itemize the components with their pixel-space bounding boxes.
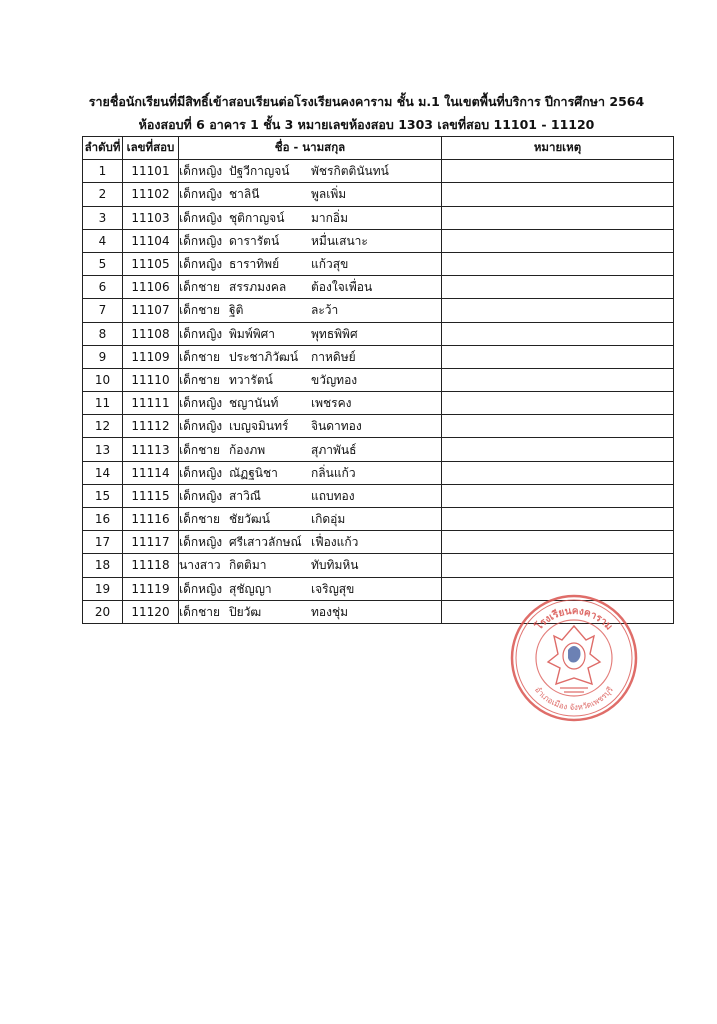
full-name-cell <box>179 438 442 461</box>
order-number-cell: 14 <box>83 461 123 484</box>
full-name-cell <box>179 577 442 600</box>
remarks-cell <box>442 183 674 206</box>
last-name: เฟื่องแก้ว <box>311 535 359 550</box>
table-row <box>83 368 674 391</box>
last-name: แถบทอง <box>311 488 355 503</box>
full-name-cell <box>179 600 442 623</box>
last-name: แก้วสุข <box>311 257 349 272</box>
last-name: เพชรคง <box>311 396 352 411</box>
last-name: เจริญสุข <box>311 581 355 596</box>
order-number-cell: 11 <box>83 392 123 415</box>
table-row <box>83 554 674 577</box>
column-header-remarks: หมายเหตุ <box>442 137 674 160</box>
order-number-cell: 7 <box>83 299 123 322</box>
order-number-cell: 8 <box>83 322 123 345</box>
first-name: ดารารัตน์ <box>229 233 280 248</box>
full-name-cell <box>179 276 442 299</box>
column-header-full-name: ชื่อ - นามสกุล <box>179 137 442 160</box>
column-header-order: ลำดับที่ <box>83 137 123 160</box>
exam-number-cell: 11118 <box>123 554 179 577</box>
order-number-cell: 20 <box>83 600 123 623</box>
exam-number-cell: 11102 <box>123 183 179 206</box>
name-title: เด็กหญิง <box>179 187 223 202</box>
remarks-cell <box>442 461 674 484</box>
first-name: ฐิติ <box>229 303 244 318</box>
last-name: หมื่นเสนาะ <box>311 233 368 248</box>
order-number-cell: 2 <box>83 183 123 206</box>
remarks-cell <box>442 206 674 229</box>
name-title: เด็กชาย <box>179 442 221 457</box>
remarks-cell <box>442 276 674 299</box>
order-number-cell: 5 <box>83 252 123 275</box>
table-row <box>83 508 674 531</box>
last-name: กลิ่นแก้ว <box>311 465 356 480</box>
last-name: พัชรกิตตินันทน์ <box>311 164 389 179</box>
name-title: เด็กชาย <box>179 512 221 527</box>
full-name-cell <box>179 531 442 554</box>
name-title: เด็กหญิง <box>179 326 223 341</box>
table-row <box>83 531 674 554</box>
remarks-cell <box>442 554 674 577</box>
seal-top-text: โรงเรียนคงคาราม <box>533 605 615 633</box>
exam-number-cell: 11112 <box>123 415 179 438</box>
first-name: ชาลินี <box>229 187 260 202</box>
table-row <box>83 461 674 484</box>
first-name: ปัฐวีกาญจน์ <box>229 164 290 179</box>
name-title: เด็กชาย <box>179 372 221 387</box>
last-name: สุภาพันธ์ <box>311 442 357 457</box>
table-row <box>83 229 674 252</box>
exam-number-cell: 11107 <box>123 299 179 322</box>
full-name-cell <box>179 322 442 345</box>
first-name: กิตติมา <box>229 558 267 573</box>
exam-number-cell: 11113 <box>123 438 179 461</box>
document-title: รายชื่อนักเรียนที่มีสิทธิ์เข้าสอบเรียนต่อโรงเรียนคงคาราม ชั้น ม.1 ในเขตพื้นที่บริการ ปีการศึกษา 2564 <box>88 94 645 109</box>
first-name: ศรีเสาวลักษณ์ <box>229 535 302 550</box>
full-name-cell <box>179 183 442 206</box>
exam-number-cell: 11103 <box>123 206 179 229</box>
name-title: เด็กหญิง <box>179 419 223 434</box>
last-name: กาหดิษย์ <box>311 349 356 364</box>
full-name-cell <box>179 554 442 577</box>
first-name: ณัฏฐนิชา <box>229 465 278 480</box>
table-row <box>83 299 674 322</box>
table-row <box>83 252 674 275</box>
table-row <box>83 484 674 507</box>
remarks-cell <box>442 508 674 531</box>
remarks-cell <box>442 438 674 461</box>
table-row <box>83 392 674 415</box>
first-name: สุชัญญา <box>229 581 272 596</box>
exam-number-cell: 11110 <box>123 368 179 391</box>
full-name-cell <box>179 461 442 484</box>
remarks-cell <box>442 252 674 275</box>
first-name: ชุติกาญจน์ <box>229 210 285 225</box>
remarks-cell <box>442 160 674 183</box>
table-row <box>83 206 674 229</box>
order-number-cell: 13 <box>83 438 123 461</box>
full-name-cell <box>179 229 442 252</box>
first-name: ประชาภิวัฒน์ <box>229 349 299 364</box>
full-name-cell <box>179 252 442 275</box>
first-name: สรรภมงคล <box>229 280 287 295</box>
table-row <box>83 438 674 461</box>
remarks-cell <box>442 368 674 391</box>
full-name-cell <box>179 392 442 415</box>
name-title: เด็กหญิง <box>179 233 223 248</box>
full-name-cell <box>179 368 442 391</box>
last-name: พูลเพิ่ม <box>311 187 347 202</box>
name-title: นางสาว <box>179 558 221 573</box>
exam-number-cell: 11115 <box>123 484 179 507</box>
table-header-row <box>83 137 674 160</box>
order-number-cell: 15 <box>83 484 123 507</box>
order-number-cell: 16 <box>83 508 123 531</box>
first-name: พิมพ์พิศา <box>229 326 275 341</box>
last-name: ทองชุ่ม <box>311 604 349 619</box>
order-number-cell: 18 <box>83 554 123 577</box>
exam-number-cell: 11101 <box>123 160 179 183</box>
name-title: เด็กชาย <box>179 303 221 318</box>
last-name: มากอิ่ม <box>311 210 349 225</box>
name-title: เด็กชาย <box>179 349 221 364</box>
column-header-exam-number: เลขที่สอบ <box>123 137 179 160</box>
last-name: เกิดอุ่ม <box>311 512 346 527</box>
table-row <box>83 415 674 438</box>
order-number-cell: 4 <box>83 229 123 252</box>
full-name-cell <box>179 415 442 438</box>
exam-number-cell: 11109 <box>123 345 179 368</box>
full-name-cell <box>179 345 442 368</box>
exam-room-info: ห้องสอบที่ 6 อาคาร 1 ชั้น 3 หมายเลขห้องสอบ 1303 เลขที่สอบ 11101 - 11120 <box>138 117 595 132</box>
last-name: พุทธพิพิศ <box>311 326 358 341</box>
remarks-cell <box>442 322 674 345</box>
last-name: จินดาทอง <box>311 419 362 434</box>
exam-number-cell: 11119 <box>123 577 179 600</box>
last-name: ขวัญทอง <box>311 372 358 387</box>
exam-number-cell: 11108 <box>123 322 179 345</box>
table-row <box>83 276 674 299</box>
order-number-cell: 17 <box>83 531 123 554</box>
order-number-cell: 9 <box>83 345 123 368</box>
exam-number-cell: 11120 <box>123 600 179 623</box>
first-name: ทวารัตน์ <box>229 372 273 387</box>
table-row <box>83 322 674 345</box>
first-name: ปิยวัฒ <box>229 604 262 619</box>
school-seal-stamp <box>508 592 640 724</box>
order-number-cell: 3 <box>83 206 123 229</box>
full-name-cell <box>179 206 442 229</box>
first-name: ชัยวัฒน์ <box>229 512 270 527</box>
table-row <box>83 183 674 206</box>
exam-number-cell: 11106 <box>123 276 179 299</box>
name-title: เด็กหญิง <box>179 488 223 503</box>
remarks-cell <box>442 484 674 507</box>
table-row <box>83 160 674 183</box>
name-title: เด็กหญิง <box>179 210 223 225</box>
order-number-cell: 1 <box>83 160 123 183</box>
remarks-cell <box>442 229 674 252</box>
student-roster-table <box>82 136 674 624</box>
full-name-cell <box>179 484 442 507</box>
first-name: สาวิณี <box>229 488 261 503</box>
full-name-cell <box>179 160 442 183</box>
last-name: ทับทิมหิน <box>311 558 359 573</box>
order-number-cell: 12 <box>83 415 123 438</box>
name-title: เด็กหญิง <box>179 581 223 596</box>
remarks-cell <box>442 415 674 438</box>
name-title: เด็กหญิง <box>179 257 223 272</box>
first-name: เบญจมินทร์ <box>229 419 289 434</box>
seal-emblem <box>548 626 600 692</box>
remarks-cell <box>442 299 674 322</box>
first-name: ก้องภพ <box>229 442 266 457</box>
exam-number-cell: 11111 <box>123 392 179 415</box>
exam-number-cell: 11117 <box>123 531 179 554</box>
last-name: ต้องใจเพื่อน <box>311 280 373 295</box>
name-title: เด็กหญิง <box>179 535 223 550</box>
remarks-cell <box>442 345 674 368</box>
exam-number-cell: 11105 <box>123 252 179 275</box>
table-row <box>83 345 674 368</box>
last-name: ละว้า <box>311 303 339 318</box>
name-title: เด็กชาย <box>179 604 221 619</box>
first-name: ธาราทิพย์ <box>229 257 280 272</box>
exam-number-cell: 11104 <box>123 229 179 252</box>
order-number-cell: 10 <box>83 368 123 391</box>
first-name: ชญานันท์ <box>229 396 279 411</box>
remarks-cell <box>442 531 674 554</box>
order-number-cell: 19 <box>83 577 123 600</box>
full-name-cell <box>179 299 442 322</box>
name-title: เด็กหญิง <box>179 465 223 480</box>
exam-number-cell: 11114 <box>123 461 179 484</box>
name-title: เด็กหญิง <box>179 164 223 179</box>
seal-bottom-text: อำเภอเมือง จังหวัดเพชรบุรี <box>532 685 615 713</box>
name-title: เด็กชาย <box>179 280 221 295</box>
order-number-cell: 6 <box>83 276 123 299</box>
remarks-cell <box>442 392 674 415</box>
full-name-cell <box>179 508 442 531</box>
name-title: เด็กหญิง <box>179 396 223 411</box>
exam-number-cell: 11116 <box>123 508 179 531</box>
